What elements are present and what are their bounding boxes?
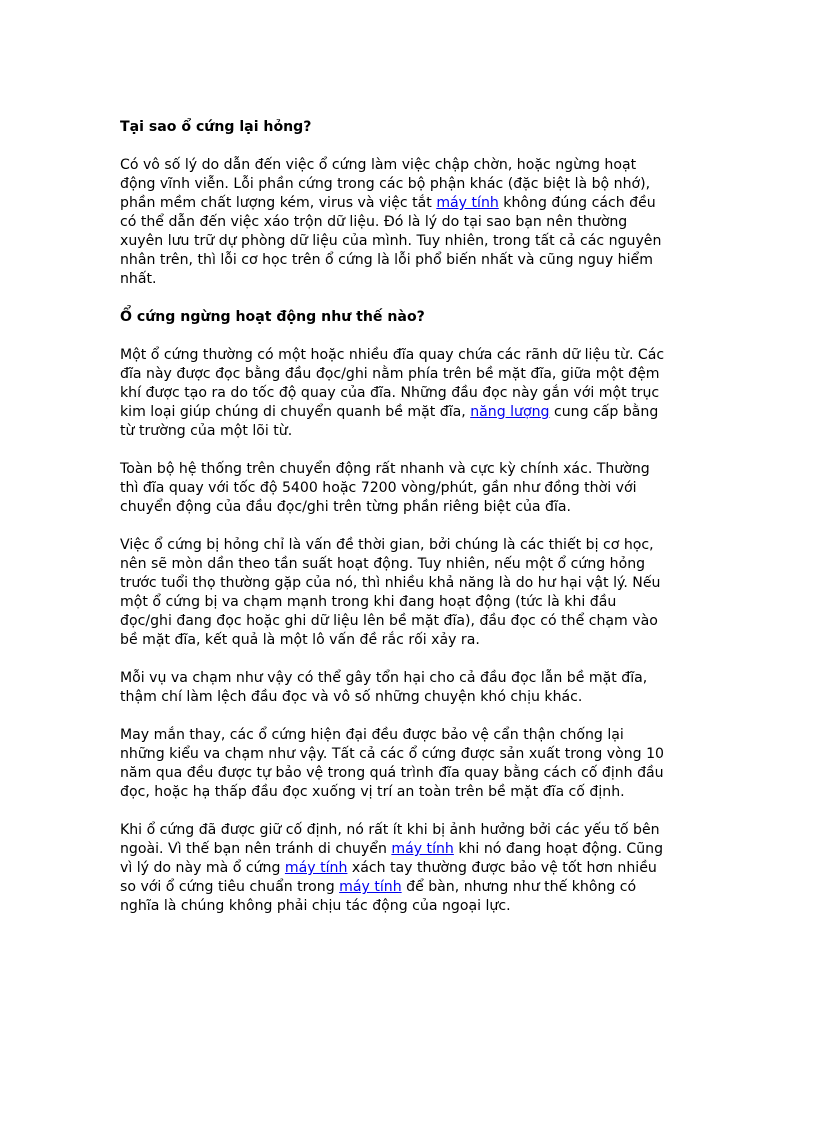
text-line: Khi ổ cứng đã được giữ cố định, nó rất ít khi bị ảnh hưởng bởi các yếu tố bên (120, 822, 660, 838)
text-line: từ trường của một lõi từ. (120, 423, 293, 439)
document-page (120, 118, 705, 935)
paragraph-5 (120, 669, 705, 707)
link-may-tinh[interactable]: máy tính (339, 879, 402, 895)
text-line: chuyển động của đầu đọc/ghi trên từng phần riêng biệt của đĩa. (120, 499, 571, 515)
text-line: nhân trên, thì lỗi cơ học trên ổ cứng là lỗi phổ biến nhất và cũng nguy hiểm (120, 252, 653, 268)
text-line: đọc/ghi đang đọc hoặc ghi dữ liệu lên bề mặt đĩa), đầu đọc có thể chạm vào (120, 613, 658, 629)
link-nang-luong[interactable]: năng lượng (470, 404, 550, 420)
text-segment: vì lý do này mà ổ cứng (120, 860, 285, 876)
text-line: năm qua đều được tự bảo vệ trong quá trình đĩa quay bằng cách cố định đầu (120, 765, 664, 781)
text-segment: cung cấp bằng (549, 404, 659, 420)
text-line: bề mặt đĩa, kết quả là một lô vấn đề rắc rối xảy ra. (120, 632, 480, 648)
link-may-tinh[interactable]: máy tính (436, 195, 499, 211)
paragraph-1 (120, 156, 705, 289)
text-segment: để bàn, nhưng như thế không có (401, 879, 637, 895)
text-segment: ngoài. Vì thế bạn nên tránh di chuyển (120, 841, 392, 857)
text-line: nghĩa là chúng không phải chịu tác động của ngoại lực. (120, 898, 511, 914)
text-segment: không đúng cách đều (498, 195, 656, 211)
text-line: nhất. (120, 271, 157, 287)
text-line (120, 194, 705, 213)
text-line: May mắn thay, các ổ cứng hiện đại đều được bảo vệ cẩn thận chống lại (120, 727, 624, 743)
text-line: Mỗi vụ va chạm như vậy có thể gây tổn hại cho cả đầu đọc lẫn bề mặt đĩa, (120, 670, 648, 686)
text-segment: kim loại giúp chúng di chuyển quanh bề mặt đĩa, (120, 404, 471, 420)
paragraph-7 (120, 821, 705, 916)
text-line: Việc ổ cứng bị hỏng chỉ là vấn đề thời gian, bởi chúng là các thiết bị cơ học, (120, 537, 654, 553)
text-line (120, 878, 705, 897)
text-line: khí được tạo ra do tốc độ quay của đĩa. Những đầu đọc này gắn với một trục (120, 385, 660, 401)
text-line: nên sẽ mòn dần theo tần suất hoạt động. Tuy nhiên, nếu một ổ cứng hỏng (120, 556, 646, 572)
text-segment: xách tay thường được bảo vệ tốt hơn nhiều (347, 860, 657, 876)
heading-why-hdd-fails: Tại sao ổ cứng lại hỏng? (120, 119, 312, 135)
heading-how-hdd-stops: Ổ cứng ngừng hoạt động như thế nào? (120, 309, 425, 325)
paragraph-4 (120, 536, 705, 650)
text-line: xuyên lưu trữ dự phòng dữ liệu của mình. Tuy nhiên, trong tất cả các nguyên (120, 233, 662, 249)
text-line (120, 859, 705, 878)
text-line: động vĩnh viễn. Lỗi phần cứng trong các bộ phận khác (đặc biệt là bộ nhớ), (120, 176, 651, 192)
text-line: Một ổ cứng thường có một hoặc nhiều đĩa quay chứa các rãnh dữ liệu từ. Các (120, 347, 665, 363)
text-line: trước tuổi thọ thường gặp của nó, thì nhiều khả năng là do hư hại vật lý. Nếu (120, 575, 661, 591)
paragraph-3 (120, 460, 705, 517)
text-line: những kiểu va chạm như vậy. Tất cả các ổ cứng được sản xuất trong vòng 10 (120, 746, 665, 762)
text-line: thì đĩa quay với tốc độ 5400 hoặc 7200 vòng/phút, gần như đồng thời với (120, 480, 637, 496)
text-line: Toàn bộ hệ thống trên chuyển động rất nhanh và cực kỳ chính xác. Thường (120, 461, 650, 477)
text-line: đĩa này được đọc bằng đầu đọc/ghi nằm phía trên bề mặt đĩa, giữa một đệm (120, 366, 660, 382)
text-segment: khi nó đang hoạt động. Cũng (453, 841, 664, 857)
text-line (120, 403, 705, 422)
text-line: Có vô số lý do dẫn đến việc ổ cứng làm việc chập chờn, hoặc ngừng hoạt (120, 157, 637, 173)
paragraph-2 (120, 346, 705, 441)
paragraph-6 (120, 726, 705, 802)
text-line (120, 840, 705, 859)
text-segment: so với ổ cứng tiêu chuẩn trong (120, 879, 340, 895)
text-line: có thể dẫn đến việc xáo trộn dữ liệu. Đó là lý do tại sao bạn nên thường (120, 214, 628, 230)
text-line: đọc, hoặc hạ thấp đầu đọc xuống vị trí an toàn trên bề mặt đĩa cố định. (120, 784, 625, 800)
link-may-tinh[interactable]: máy tính (284, 860, 348, 876)
link-may-tinh[interactable]: máy tính (391, 841, 454, 857)
text-line: một ổ cứng bị va chạm mạnh trong khi đang hoạt động (tức là khi đầu (120, 594, 617, 610)
text-segment: phần mềm chất lượng kém, virus và việc tắt (120, 195, 437, 211)
text-line: thậm chí làm lệch đầu đọc và vô số những chuyện khó chịu khác. (120, 689, 583, 705)
